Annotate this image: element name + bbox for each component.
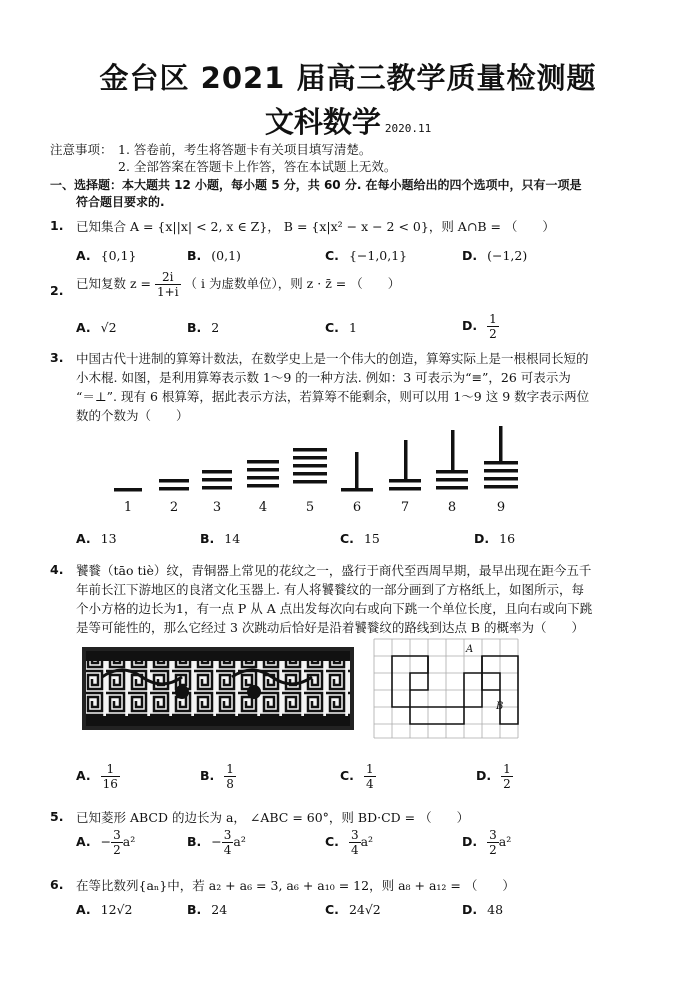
rod-4a <box>247 460 279 464</box>
q6-b-text: 24 <box>211 902 228 917</box>
q1-d-label: D. <box>462 248 478 263</box>
digit-label-3: 3 <box>212 500 222 515</box>
digit-label-5: 5 <box>305 500 315 515</box>
rod-8-vert <box>451 430 455 472</box>
rod-5b <box>293 456 327 460</box>
q6-option-d <box>462 902 503 917</box>
rod-4d <box>247 484 279 488</box>
q1-option-c <box>325 248 407 263</box>
q6-option-a <box>76 902 132 917</box>
rod-1 <box>114 488 142 492</box>
q6-number: 6. <box>50 877 64 892</box>
q5-c-label: C. <box>325 834 339 849</box>
q3-line-3: “＝⊥”. 现有 6 根算筹，据此表示方法，若算筹不能剩余，则可以用 1～9 这 9 数字表示两位 <box>76 389 590 404</box>
q2-number: 2. <box>50 283 64 298</box>
q4-a-den: 16 <box>102 777 118 791</box>
q3-a-label: A. <box>76 531 91 546</box>
rod-3a <box>202 470 232 474</box>
q5-c-num: 3 <box>350 828 359 842</box>
q1-option-a <box>76 248 136 263</box>
q1-c-text: {−1,0,1} <box>348 248 408 263</box>
q3-d-text: 16 <box>499 531 516 546</box>
digit-label-1: 1 <box>123 500 133 515</box>
q5-a-num: 3 <box>113 828 121 842</box>
q4-c-label: C. <box>340 768 354 783</box>
q4-number: 4. <box>50 562 64 577</box>
q5-a-label: A. <box>76 834 91 849</box>
q4-c-num: 1 <box>365 762 374 776</box>
q4-line-3: 个小方格的边长为1，有一点 P 从 A 点出发每次向右或向下跳一个单位长度，且向右或向下跳 <box>76 601 593 616</box>
rod-3b <box>202 478 232 482</box>
q1-option-b <box>187 248 241 263</box>
digit-label-7: 7 <box>400 500 410 515</box>
q3-b-label: B. <box>200 531 215 546</box>
q3-option-c <box>340 531 380 546</box>
q5-c-fraction <box>349 828 361 857</box>
q4-d-fraction <box>501 762 513 791</box>
rod-8-h3 <box>436 486 468 490</box>
q6-d-label: D. <box>462 902 478 917</box>
rod-4b <box>247 468 279 472</box>
q4-option-b <box>200 762 236 791</box>
point-b-label: B <box>496 701 504 712</box>
q1-stem: 已知集合 A = {x||x| < 2, x ∈ Z}， B = {x|x² − x − 2 < 0}，则 A∩B = （ ） <box>76 219 555 234</box>
q4-option-a <box>76 762 120 791</box>
section-heading-cont: 符合题目要求的. <box>76 195 165 209</box>
q4-d-label: D. <box>476 768 492 783</box>
q2-d-fraction <box>487 312 499 341</box>
q2-frac-num: 2i <box>155 270 181 285</box>
q4-b-label: B. <box>200 768 215 783</box>
q4-option-d <box>476 762 513 791</box>
q5-d-den: 2 <box>489 843 497 857</box>
q6-b-label: B. <box>187 902 202 917</box>
q5-c-tail: a² <box>360 834 374 849</box>
exam-title: 金台区 2021 届高三教学质量检测题 <box>99 61 597 95</box>
q4-b-fraction <box>224 762 236 791</box>
rod-6-vert <box>355 452 359 490</box>
q4-option-c <box>340 762 376 791</box>
grid-figure <box>372 637 528 740</box>
rod-5d <box>293 472 327 476</box>
q2-option-a <box>76 320 117 335</box>
digit-label-9: 9 <box>496 500 506 515</box>
q4-a-label: A. <box>76 768 91 783</box>
q3-a-text: 13 <box>100 531 117 546</box>
q1-option-d <box>462 248 527 263</box>
q5-c-den: 4 <box>350 843 359 857</box>
digit-label-4: 4 <box>258 500 268 515</box>
q5-d-label: D. <box>462 834 478 849</box>
q2-b-text: 2 <box>211 320 220 335</box>
q6-d-text: 48 <box>487 902 504 917</box>
q2-stem <box>76 270 400 299</box>
q4-c-fraction <box>364 762 376 791</box>
q4-a-num: 1 <box>101 762 120 777</box>
q4-line-2: 年前长江下游地区的良渚文化玉器上. 有人将饕餮纹的一部分画到了方格纸上，如图所示，每 <box>76 582 584 597</box>
q5-option-a <box>76 828 135 857</box>
notice-label: 注意事项： <box>50 142 113 157</box>
q1-number: 1. <box>50 218 64 233</box>
q5-a-sign: − <box>100 834 112 849</box>
q4-d-den: 2 <box>503 777 511 791</box>
q5-a-fraction <box>111 828 123 857</box>
rod-5e <box>293 480 327 484</box>
digit-label-8: 8 <box>447 500 457 515</box>
q5-d-tail: a² <box>498 834 512 849</box>
q2-b-label: B. <box>187 320 202 335</box>
rod-2b <box>159 487 189 491</box>
rod-9-vert <box>499 426 503 464</box>
q1-b-label: B. <box>187 248 202 263</box>
q3-option-d <box>474 531 515 546</box>
q6-stem: 在等比数列{aₙ}中，若 a₂ + a₆ = 3, a₆ + a₁₀ = 12，则 a₈ + a₁₂ = （ ） <box>76 878 515 893</box>
rod-8-h1 <box>436 470 468 474</box>
q5-b-tail: a² <box>233 834 246 849</box>
rod-9-h2 <box>484 469 518 473</box>
q6-a-text: 12√2 <box>100 902 133 917</box>
subtitle-text: 文科数学 <box>264 105 381 139</box>
q5-b-num: 3 <box>223 828 232 842</box>
q3-c-label: C. <box>340 531 354 546</box>
q2-d-label: D. <box>462 318 478 333</box>
q6-a-label: A. <box>76 902 91 917</box>
exam-subtitle <box>0 100 696 141</box>
q5-stem: 已知菱形 ABCD 的边长为 a， ∠ABC = 60°，则 BD·CD = （ ） <box>76 810 470 825</box>
q2-stem-pre: 已知复数 z = <box>76 276 152 291</box>
q2-option-c <box>325 320 357 335</box>
q4-line-4: 是等可能性的，那么它经过 3 次跳动后恰好是沿着饕餮纹的路线到达点 B 的概率为（ ） <box>76 620 585 635</box>
rod-9-h3 <box>484 477 518 481</box>
q3-d-label: D. <box>474 531 490 546</box>
q5-option-c <box>325 828 373 857</box>
q5-b-label: B. <box>187 834 202 849</box>
q5-b-sign: − <box>211 834 222 849</box>
q2-a-label: A. <box>76 320 91 335</box>
q3-option-a <box>76 531 117 546</box>
q2-a-text: √2 <box>100 320 117 335</box>
rod-9-h4 <box>484 485 518 489</box>
q4-line-1: 饕餮（tāo tiè）纹，青铜器上常见的花纹之一，盛行于商代至西周早期，最早出现在距今五千 <box>76 563 592 578</box>
rod-2a <box>159 479 189 483</box>
rod-3c <box>202 486 232 490</box>
notice-line-2: 2. 全部答案在答题卡上作答，答在本试题上无效。 <box>118 159 397 174</box>
q3-line-1: 中国古代十进制的算筹计数法，在数学史上是一个伟大的创造，算筹实际上是一根根同长短的 <box>76 351 589 366</box>
rod-9-h1 <box>484 461 518 465</box>
q5-b-fraction <box>222 828 234 857</box>
q4-b-den: 8 <box>226 777 234 791</box>
q2-option-d <box>462 312 499 341</box>
q5-number: 5. <box>50 809 64 824</box>
q5-option-d <box>462 828 511 857</box>
q2-c-label: C. <box>325 320 339 335</box>
q1-b-text: (0,1) <box>211 248 241 263</box>
q2-c-text: 1 <box>348 320 357 335</box>
q1-d-text: (−1,2) <box>487 248 528 263</box>
q5-d-fraction <box>487 828 499 857</box>
notice-line-1: 1. 答卷前，考生将答题卡有关项目填写清楚。 <box>118 142 372 157</box>
rod-4c <box>247 476 279 480</box>
q6-c-label: C. <box>325 902 339 917</box>
q3-line-4: 数的个数为（ ） <box>76 408 189 423</box>
rod-6-horiz <box>341 488 373 492</box>
q1-a-label: A. <box>76 248 91 263</box>
rod-7-vert <box>404 440 408 482</box>
q5-d-num: 3 <box>489 828 497 842</box>
q3-b-text: 14 <box>224 531 241 546</box>
q5-b-den: 4 <box>223 843 232 857</box>
q3-line-2: 小木棍. 如图，是利用算筹表示数 1～9 的一种方法. 例如：3 可表示为“≡”，26 可表示为 <box>76 370 571 385</box>
q5-option-b <box>187 828 246 857</box>
q6-option-b <box>187 902 227 917</box>
counting-rods-figure <box>100 420 540 516</box>
section-heading: 一、选择题：本大题共 12 小题，每小题 5 分，共 60 分. 在每小题给出的四个选项中，只有一项是 <box>50 178 582 192</box>
q6-c-text: 24√2 <box>348 902 381 917</box>
q2-option-b <box>187 320 219 335</box>
digit-label-2: 2 <box>169 500 179 515</box>
rod-5c <box>293 464 327 468</box>
q2-d-den: 2 <box>489 327 497 341</box>
q2-d-num: 1 <box>489 312 497 326</box>
taotie-pattern-image <box>82 647 354 730</box>
q3-c-text: 15 <box>363 531 380 546</box>
q1-a-text: {0,1} <box>100 248 137 263</box>
point-a-label: A <box>466 644 474 655</box>
q6-option-c <box>325 902 381 917</box>
q5-a-tail: a² <box>122 834 136 849</box>
q4-a-fraction <box>101 762 120 791</box>
digit-label-6: 6 <box>352 500 362 515</box>
q5-a-den: 2 <box>113 843 121 857</box>
rod-7-h1 <box>389 479 421 483</box>
rod-5a <box>293 448 327 452</box>
q1-c-label: C. <box>325 248 339 263</box>
rod-8-h2 <box>436 478 468 482</box>
q4-d-num: 1 <box>503 762 511 776</box>
q2-frac-den: 1+i <box>157 285 179 299</box>
q3-option-b <box>200 531 240 546</box>
q2-fraction <box>155 270 181 299</box>
q2-stem-post: （ i 为虚数单位），则 z · z̄ = （ ） <box>184 276 401 291</box>
rod-7-h2 <box>389 487 421 491</box>
exam-date: 2020.11 <box>384 122 432 135</box>
q4-b-num: 1 <box>226 762 234 776</box>
q4-c-den: 4 <box>365 777 374 791</box>
q3-number: 3. <box>50 350 64 365</box>
